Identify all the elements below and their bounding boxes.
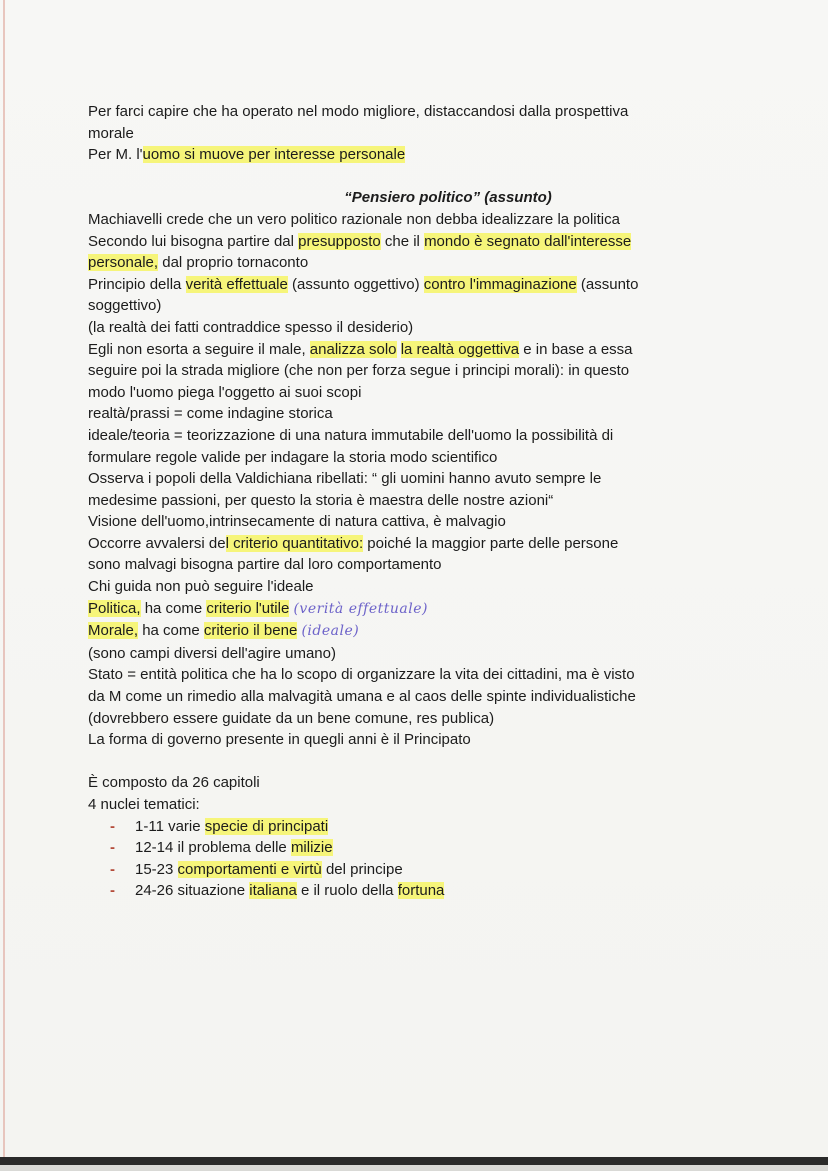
paragraph: personale, dal proprio tornaconto [88, 254, 309, 272]
paragraph: soggettivo) [88, 297, 162, 315]
page-bottom-edge [0, 1157, 828, 1165]
paragraph: Occorre avvalersi del criterio quantitativo: poiché la maggior parte delle persone [88, 534, 619, 552]
paragraph: medesime passioni, per questo la storia è maestra delle nostre azioni“ [88, 491, 554, 509]
paragraph: seguire poi la strada migliore (che non per forza segue i principi morali): in questo [88, 362, 630, 380]
paragraph: ideale/teoria = teorizzazione di una natura immutabile dell'uomo la possibilità di [88, 426, 614, 444]
paragraph: Machiavelli crede che un vero politico razionale non debba idealizzare la politica [88, 210, 620, 228]
paragraph: Chi guida non può seguire l'ideale [88, 578, 314, 596]
margin-line [3, 0, 5, 1171]
paragraph: È composto da 26 capitoli [88, 774, 260, 792]
page-bottom-shadow [0, 1165, 828, 1171]
paragraph: La forma di governo presente in quegli anni è il Principato [88, 731, 471, 749]
paragraph: Egli non esorta a seguire il male, analizza solo la realtà oggettiva e in base a essa [88, 340, 633, 358]
section-heading: “Pensiero politico” (assunto) [344, 189, 552, 207]
uomo-line: Per M. l'uomo si muove per interesse personale [88, 146, 406, 164]
paragraph: modo l'uomo piega l'oggetto ai suoi scopi [88, 383, 362, 401]
handwritten-annotation: (ideale) [301, 623, 360, 640]
paragraph: sono malvagi bisogna partire dal loro comportamento [88, 556, 442, 574]
paragraph: Stato = entità politica che ha lo scopo di organizzare la vita dei cittadini, ma è visto [88, 666, 635, 684]
paragraph: (dovrebbero essere guidate da un bene comune, res publica) [88, 709, 495, 727]
handwritten-annotation: (verità effettuale) [293, 600, 428, 617]
list-item: - 24-26 situazione italiana e il ruolo della fortuna [110, 882, 445, 900]
paragraph: (la realtà dei fatti contraddice spesso il desiderio) [88, 318, 414, 336]
paragraph: Principio della verità effettuale (assunto oggettivo) contro l'immaginazione (assunto [88, 275, 639, 293]
notes-content [88, 101, 788, 902]
paragraph: Secondo lui bisogna partire dal presupposto che il mondo è segnato dall'interesse [88, 232, 632, 250]
highlight: uomo si muove per interesse personale [142, 146, 406, 164]
intro-line-1: Per farci capire che ha operato nel modo migliore, distaccandosi dalla prospettiva [88, 103, 629, 120]
intro-line-2: morale [88, 124, 134, 142]
list-item: - 12-14 il problema delle milizie [110, 839, 333, 857]
paragraph: realtà/prassi = come indagine storica [88, 405, 333, 423]
paragraph: Visione dell'uomo,intrinsecamente di natura cattiva, è malvagio [88, 513, 506, 531]
list-item: - 15-23 comportamenti e virtù del principe [110, 860, 403, 878]
paragraph: Osserva i popoli della Valdichiana ribellati: “ gli uomini hanno avuto sempre le [88, 470, 602, 488]
paragraph: da M come un rimedio alla malvagità umana e al caos delle spinte individualistiche [88, 688, 636, 706]
paragraph: formulare regole valide per indagare la storia modo scientifico [88, 448, 498, 466]
politica-line: Politica, ha come criterio l'utile (verità effettuale) [88, 599, 428, 617]
list-item: - 1-11 varie specie di principati [110, 817, 329, 835]
themes-list [88, 816, 788, 902]
morale-line: Morale, ha come criterio il bene (ideale) [88, 622, 360, 640]
paragraph: (sono campi diversi dell'agire umano) [88, 644, 336, 662]
paragraph: 4 nuclei tematici: [88, 796, 200, 813]
